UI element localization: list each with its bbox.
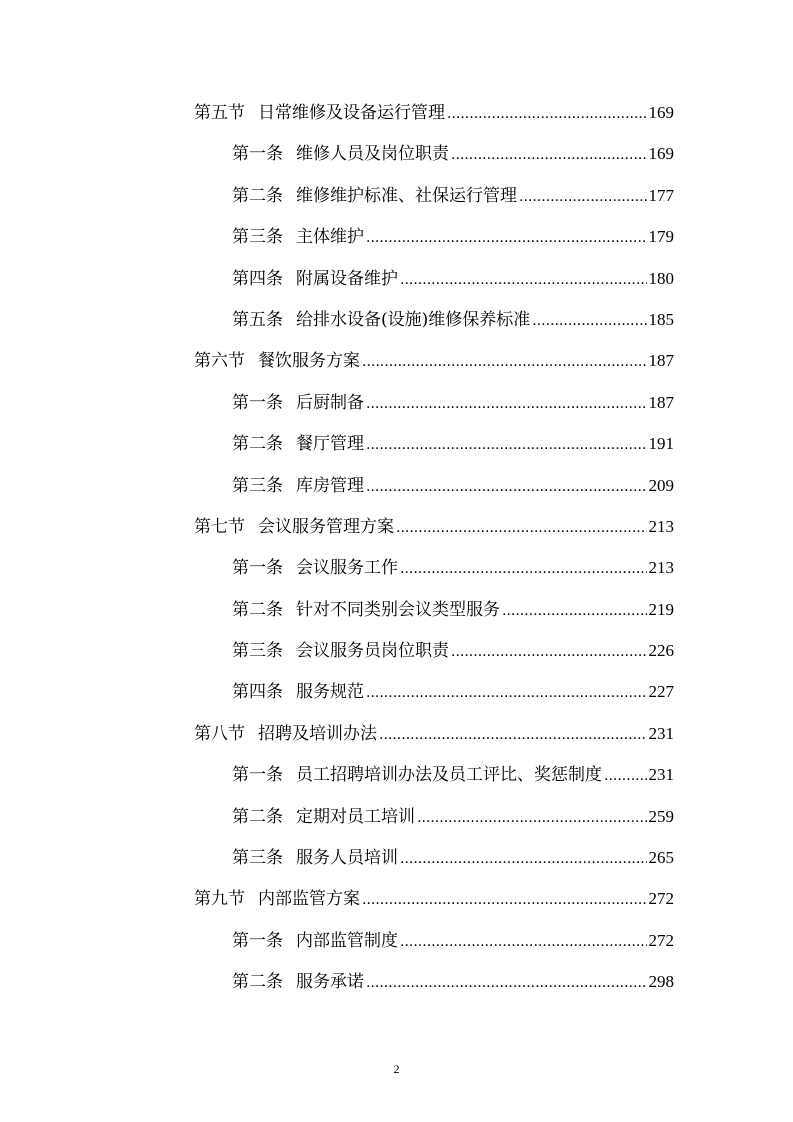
toc-entry[interactable] [194,258,674,299]
toc-entry-title: 维修人员及岗位职责 [296,144,449,165]
dot-leader [447,93,647,135]
toc-entry-title: 员工招聘培训办法及员工评比、奖惩制度 [296,765,602,786]
toc-entry[interactable] [194,754,674,795]
dot-leader [502,590,647,632]
toc-entry-number: 第三条 [232,641,283,662]
toc-entry[interactable] [194,382,674,423]
toc-entry-page: 227 [648,682,674,702]
toc-entry-number: 第一条 [232,558,283,579]
toc-entry-page: 298 [648,972,674,992]
toc-entry-number: 第一条 [232,144,283,165]
toc-entry-title: 针对不同类别会议类型服务 [296,599,500,620]
toc-entry[interactable] [194,878,674,919]
toc-entry-page: 231 [648,765,674,785]
toc-entry-page: 209 [648,475,674,495]
toc-entry[interactable] [194,216,674,257]
dot-leader [400,921,647,963]
toc-entry[interactable] [194,465,674,506]
toc-entry[interactable] [194,630,674,671]
toc-entry[interactable] [194,920,674,961]
toc-entry-title: 日常维修及设备运行管理 [258,103,445,123]
toc-entry-number: 第一条 [232,392,283,413]
dot-leader [400,548,647,590]
toc-entry-number: 第五条 [232,309,283,330]
toc-entry-page: 169 [648,144,674,164]
toc-entry[interactable] [194,547,674,588]
dot-leader [604,755,647,797]
toc-entry-page: 187 [648,351,674,371]
dot-leader [532,300,646,342]
toc-entry[interactable] [194,671,674,712]
toc-entry-number: 第二条 [232,185,283,206]
toc-entry-number: 第五节 [194,103,245,123]
toc-entry-title: 餐厅管理 [296,434,364,455]
toc-entry-number: 第二条 [232,806,283,827]
toc-entry-page: 191 [648,434,674,454]
dot-leader [519,176,647,218]
toc-entry-page: 272 [648,930,674,950]
toc-entry-page: 169 [648,103,674,122]
toc-entry-page: 219 [648,599,674,619]
toc-entry-page: 259 [648,806,674,826]
dot-leader [366,672,647,714]
dot-leader [417,797,647,839]
toc-entry-page: 213 [648,558,674,578]
toc-entry[interactable] [194,92,674,133]
dot-leader [366,217,647,259]
toc-entry-title: 招聘及培训办法 [258,723,377,744]
toc-entry-number: 第一条 [232,765,283,786]
toc-entry-number: 第六节 [194,351,245,372]
toc-entry-title: 内部监管方案 [258,889,360,910]
toc-entry[interactable] [194,713,674,754]
toc-entry-number: 第一条 [232,930,283,951]
toc-entry-title: 服务规范 [296,682,364,703]
toc-entry-title: 会议服务工作 [296,558,398,579]
toc-entry-title: 给排水设备(设施)维修保养标准 [296,309,531,330]
toc-entry-title: 后厨制备 [296,392,364,413]
toc-entry[interactable] [194,175,674,216]
toc-entry-title: 主体维护 [296,227,364,248]
toc-entry-page: 226 [648,641,674,661]
toc-entry-title: 服务人员培训 [296,848,398,869]
toc-entry-number: 第四条 [232,268,283,289]
toc-entry[interactable] [194,133,674,174]
toc-entry-page: 177 [648,185,674,205]
toc-entry-number: 第二条 [232,972,283,993]
table-of-contents [194,92,674,1003]
dot-leader [366,424,647,466]
toc-entry-page: 179 [648,227,674,247]
toc-entry-number: 第三条 [232,848,283,869]
toc-entry-page: 231 [648,723,674,743]
toc-entry-page: 265 [648,848,674,868]
toc-entry[interactable] [194,837,674,878]
toc-entry-number: 第三条 [232,227,283,248]
toc-entry-title: 定期对员工培训 [296,806,415,827]
toc-entry[interactable] [194,589,674,630]
toc-entry-title: 内部监管制度 [296,930,398,951]
toc-entry-number: 第七节 [194,516,245,537]
toc-entry-number: 第四条 [232,682,283,703]
toc-entry-number: 第八节 [194,723,245,744]
dot-leader [400,838,647,880]
toc-entry[interactable] [194,340,674,381]
toc-entry-number: 第九节 [194,889,245,910]
page-number: 2 [393,1062,400,1076]
toc-entry-page: 213 [648,516,674,536]
toc-entry-page: 187 [648,392,674,412]
dot-leader [400,259,647,301]
toc-entry-title: 库房管理 [296,475,364,496]
toc-entry-title: 维修维护标准、社保运行管理 [296,185,517,206]
toc-entry[interactable] [194,961,674,1002]
dot-leader [366,383,647,425]
toc-entry-title: 服务承诺 [296,972,364,993]
toc-entry-title: 会议服务管理方案 [258,516,394,537]
toc-entry[interactable] [194,796,674,837]
dot-leader [366,466,647,508]
toc-entry[interactable] [194,423,674,464]
dot-leader [362,879,647,921]
dot-leader [379,714,647,756]
dot-leader [451,134,647,176]
toc-entry-page: 185 [648,309,674,329]
toc-entry-number: 第二条 [232,434,283,455]
toc-entry-number: 第二条 [232,599,283,620]
toc-entry-page: 272 [648,889,674,909]
dot-leader [396,507,647,549]
dot-leader [366,962,647,1004]
dot-leader [362,341,647,383]
toc-entry-page: 180 [648,268,674,288]
toc-entry-title: 附属设备维护 [296,268,398,289]
toc-entry-title: 餐饮服务方案 [258,351,360,372]
toc-entry-number: 第三条 [232,475,283,496]
toc-entry-title: 会议服务员岗位职责 [296,641,449,662]
toc-entry[interactable] [194,299,674,340]
dot-leader [451,631,647,673]
toc-entry[interactable] [194,506,674,547]
